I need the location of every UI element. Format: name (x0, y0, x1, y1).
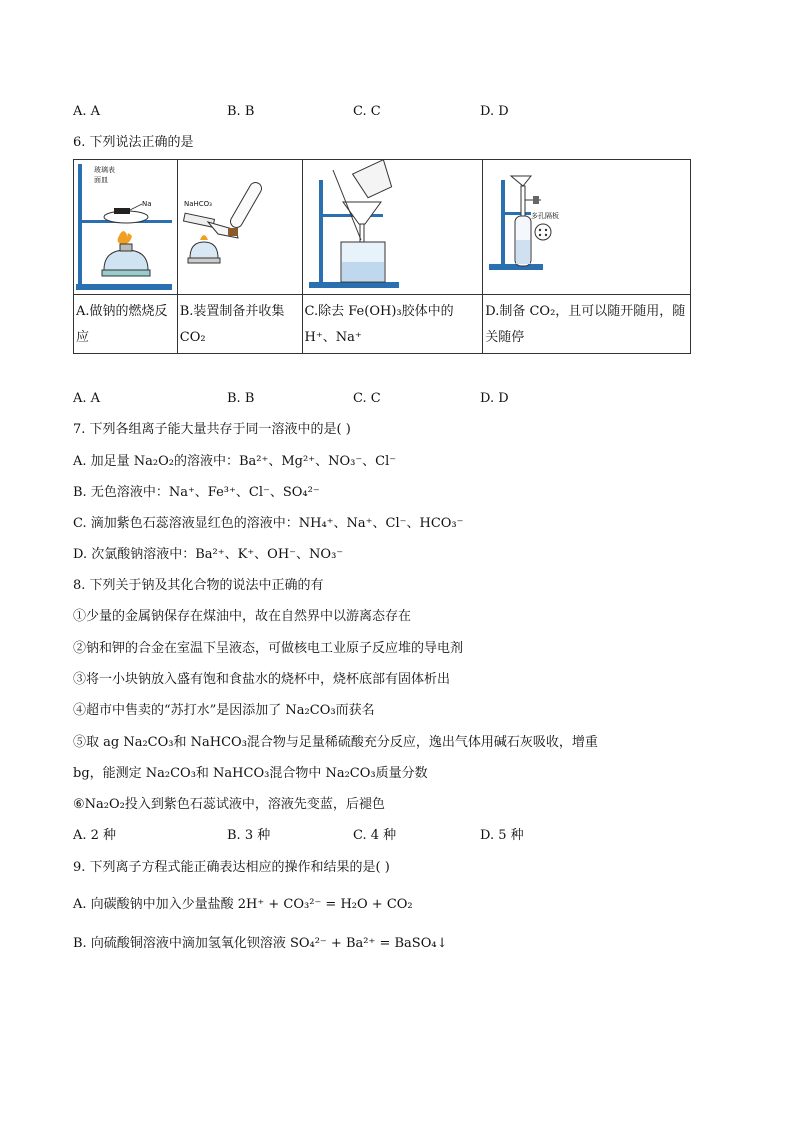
q8-statement-4: ④超市中售卖的“苏打水”是因添加了 Na₂CO₃而获名 (73, 703, 375, 718)
nahco3-heating-apparatus (178, 160, 301, 294)
q8-option-c: C. 4 种 (353, 828, 397, 843)
q8-stem: 8. 下列关于钠及其化合物的说法中正确的有 (73, 578, 324, 593)
q6-option-b: B. B (227, 391, 255, 406)
q8-statement-3: ③将一小块钠放入盛有饱和食盐水的烧杯中，烧杯底部有固体析出 (73, 672, 451, 687)
q9-option-a: A. 向碳酸钠中加入少量盐酸 2H⁺ + CO₃²⁻ = H₂O + CO₂ (73, 897, 413, 912)
q6-caption-c: C.除去 Fe(OH)₃胶体中的 H⁺、Na⁺ (302, 295, 483, 354)
q7-option-c: C. 滴加紫色石蕊溶液显红色的溶液中：NH₄⁺、Na⁺、Cl⁻、HCO₃⁻ (73, 516, 464, 531)
q5-options (73, 102, 713, 122)
q6-figure-d (483, 160, 691, 295)
q8-statement-6: ⑥Na₂O₂投入到紫色石蕊试液中，溶液先变蓝，后褪色 (73, 797, 385, 812)
q6-option-c: C. C (353, 391, 381, 406)
sodium-combustion-apparatus (74, 160, 176, 294)
q6-caption-b: B.装置制备并收集 CO₂ (177, 295, 302, 354)
q6-option-a: A. A (73, 391, 101, 406)
q5-option-d: D. D (480, 104, 509, 119)
q6-stem: 6. 下列说法正确的是 (73, 135, 194, 150)
q5-option-a: A. A (73, 104, 101, 119)
q8-options (73, 826, 713, 846)
q6-apparatus-table (73, 159, 691, 354)
q6-figure-b (177, 160, 302, 295)
glass-label: 玻璃表 (94, 166, 115, 174)
nahco3-label: NaHCO₃ (183, 200, 212, 208)
q8-statement-5b: bg，能测定 Na₂CO₃和 NaHCO₃混合物中 Na₂CO₃质量分数 (73, 766, 428, 781)
q9-option-b: B. 向硫酸铜溶液中滴加氢氧化钡溶液 SO₄²⁻ + Ba²⁺ = BaSO₄↓ (73, 936, 448, 951)
q7-option-d: D. 次氯酸钠溶液中：Ba²⁺、K⁺、OH⁻、NO₃⁻ (73, 547, 344, 562)
q8-option-d: D. 5 种 (480, 828, 524, 843)
q6-options (73, 389, 713, 409)
porous-plate-label: 多孔隔板 (531, 212, 560, 220)
q8-option-a: A. 2 种 (73, 828, 117, 843)
q8-option-b: B. 3 种 (227, 828, 271, 843)
q9-stem: 9. 下列离子方程式能正确表达相应的操作和结果的是( ) (73, 860, 390, 875)
q7-option-b: B. 无色溶液中：Na⁺、Fe³⁺、Cl⁻、SO₄²⁻ (73, 485, 320, 500)
q6-option-d: D. D (480, 391, 509, 406)
q6-caption-a: A.做钠的燃烧反应 (74, 295, 178, 354)
kipp-like-apparatus (483, 160, 689, 294)
q6-figure-c (302, 160, 483, 295)
q7-option-a: A. 加足量 Na₂O₂的溶液中：Ba²⁺、Mg²⁺、NO₃⁻、Cl⁻ (73, 454, 397, 469)
q8-statement-2: ②钠和钾的合金在室温下呈液态，可做核电工业原子反应堆的导电剂 (73, 641, 464, 656)
dish-label: 面皿 (94, 176, 108, 184)
q7-stem: 7. 下列各组离子能大量共存于同一溶液中的是( ) (73, 422, 351, 437)
filtration-apparatus (303, 160, 482, 294)
q6-caption-d: D.制备 CO₂，且可以随开随用，随关随停 (483, 295, 691, 354)
q5-option-c: C. C (353, 104, 381, 119)
q6-figure-a (74, 160, 178, 295)
q8-statement-5a: ⑤取 ag Na₂CO₃和 NaHCO₃混合物与足量稀硫酸充分反应，逸出气体用碱石灰吸收，增重 (73, 735, 598, 750)
na-label: Na (142, 200, 152, 208)
q8-statement-1: ①少量的金属钠保存在煤油中，故在自然界中以游离态存在 (73, 609, 412, 624)
q5-option-b: B. B (227, 104, 255, 119)
